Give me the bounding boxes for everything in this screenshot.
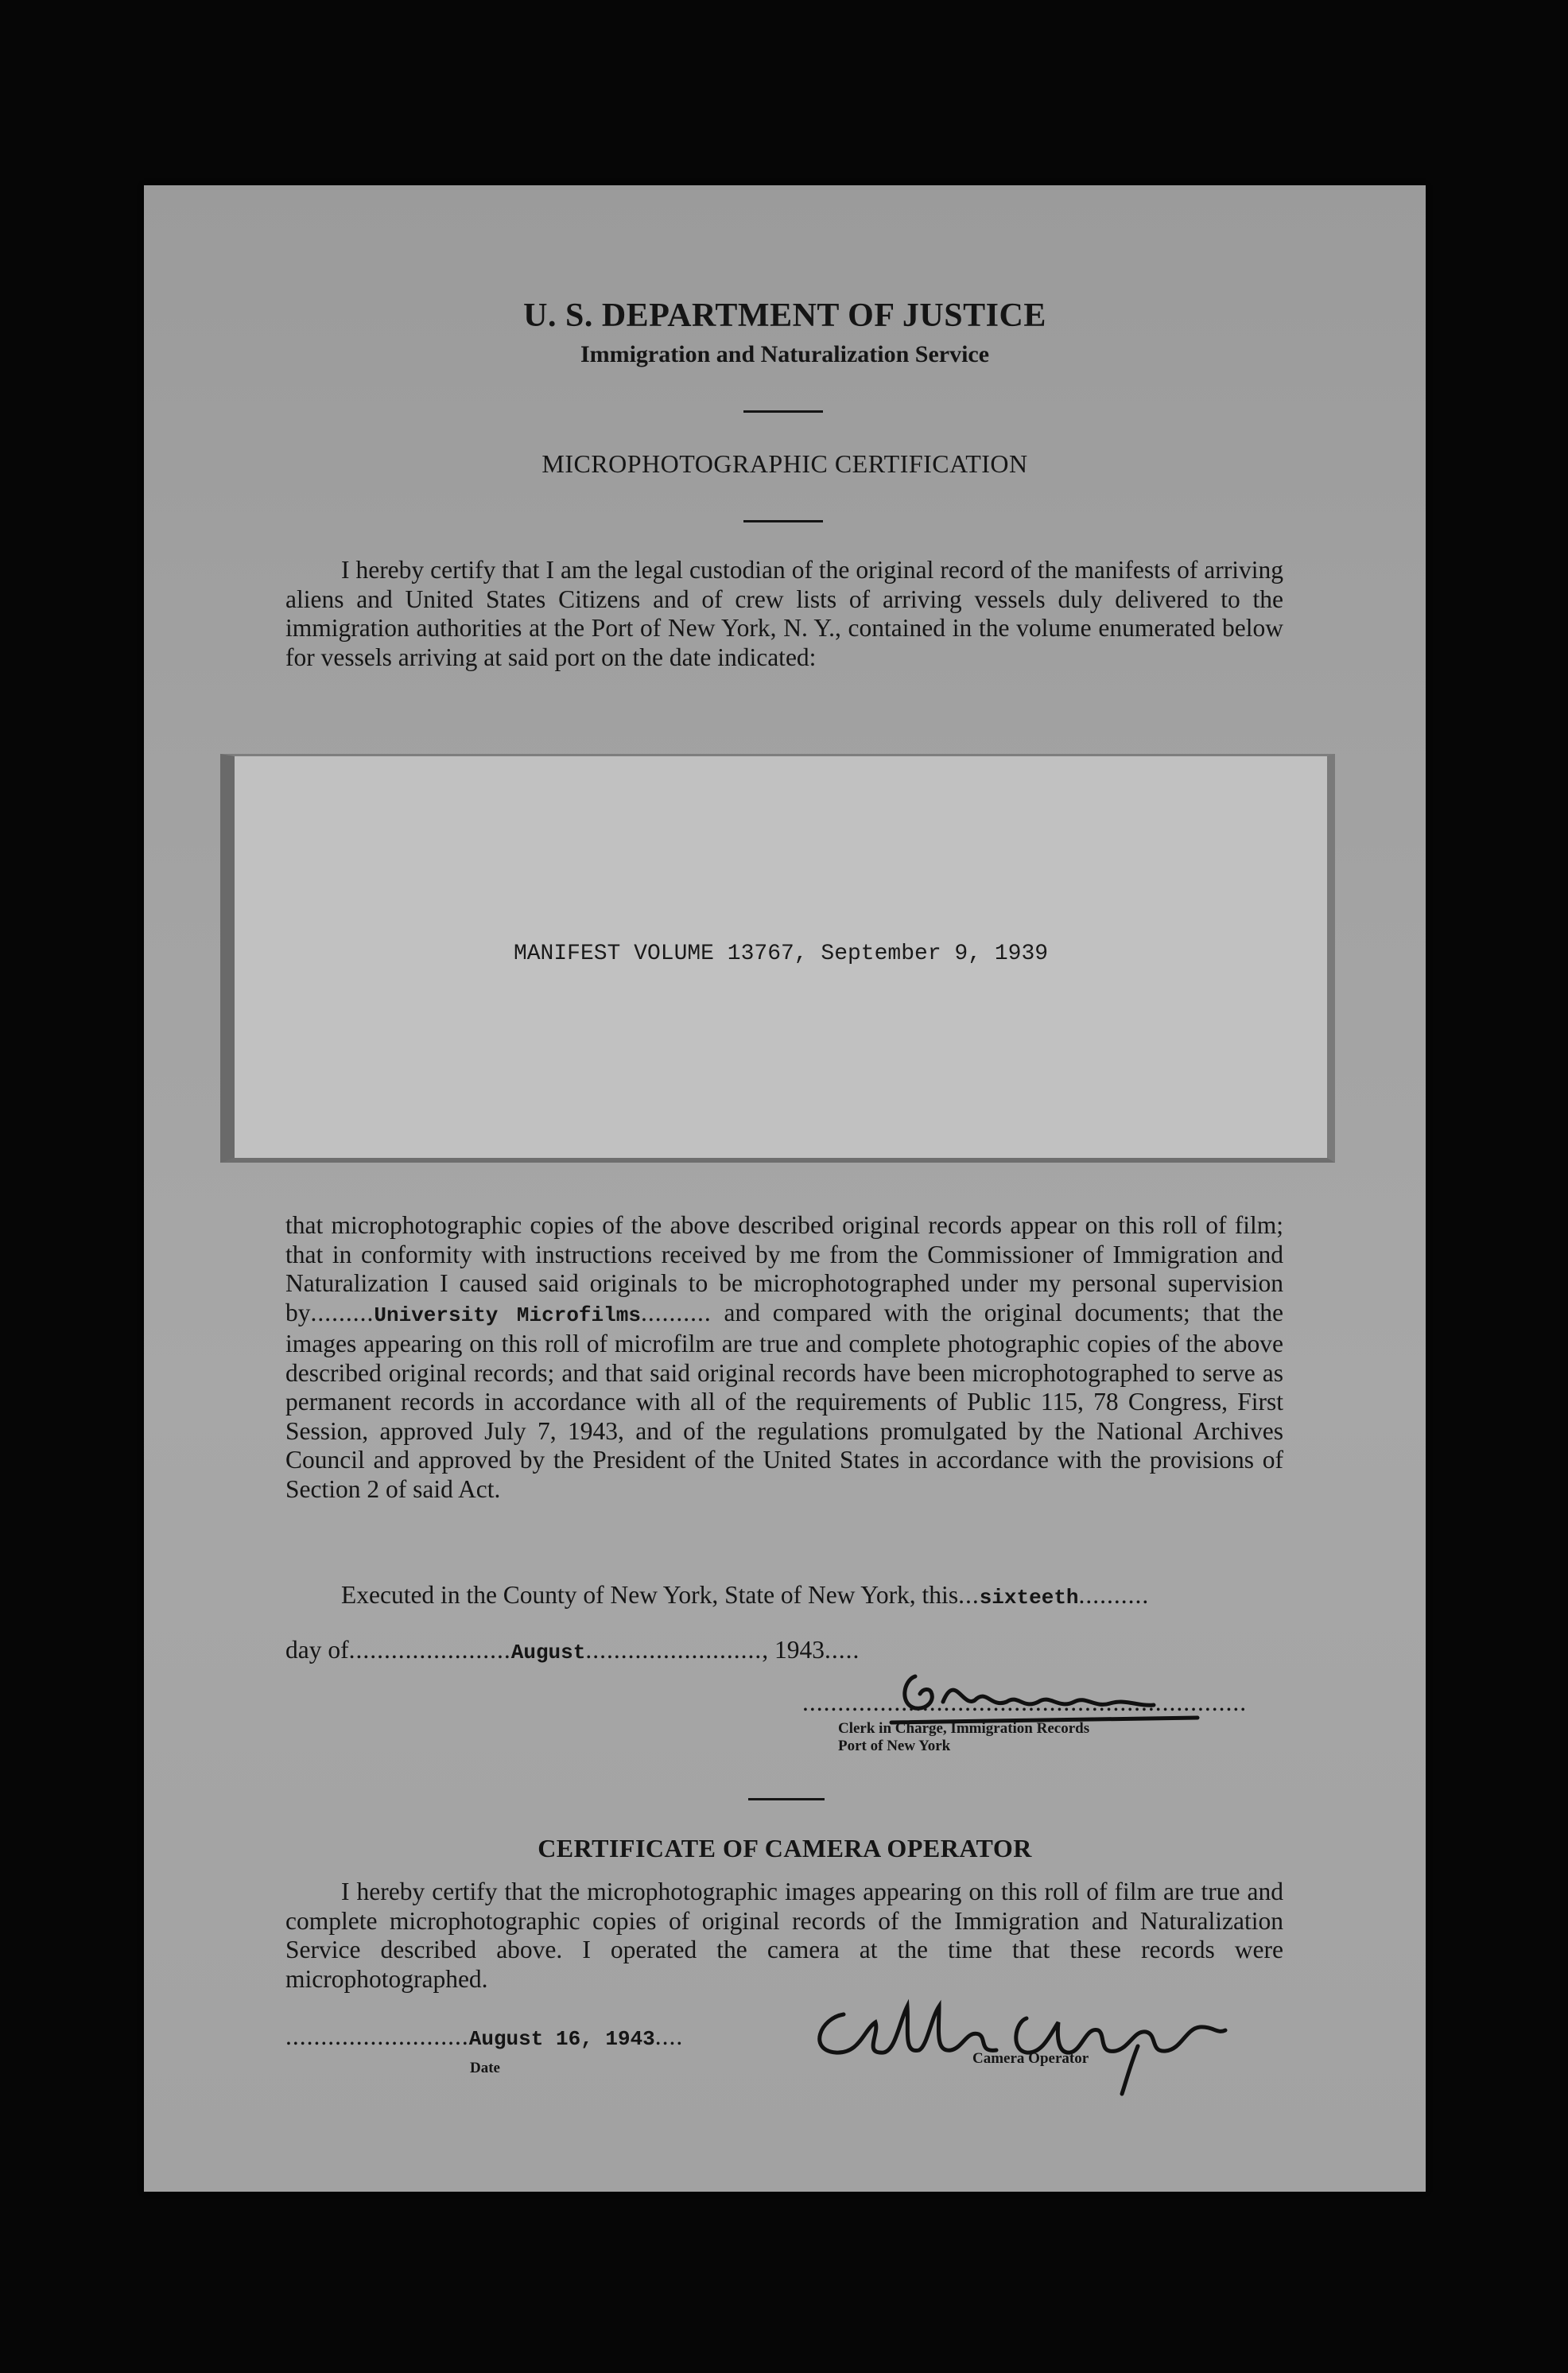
execution-line: Executed in the County of New York, State of New York, this...sixteeth.......... (341, 1581, 1150, 1610)
divider (743, 410, 823, 413)
department-heading: U. S. DEPARTMENT OF JUSTICE (523, 297, 1046, 334)
certification-title: MICROPHOTOGRAPHIC CERTIFICATION (541, 449, 1028, 478)
body-text-1: that microphotographic copies of the above described original records appear on this roll of film; that in conformity with instructions received by me from the Commissioner of Immigration and Naturalization I caused said originals to be microphotographed under my personal supervision by (285, 1211, 1283, 1326)
execution-month: August (510, 1641, 586, 1664)
date-label: Date (470, 2060, 500, 2076)
camera-operator-heading: CERTIFICATE OF CAMERA OPERATOR (538, 1834, 1032, 1862)
manifest-volume-text: MANIFEST VOLUME 13767, September 9, 1939 (513, 942, 1049, 966)
execution-year-prefix: , 194 (762, 1636, 813, 1664)
filmed-by-value: University Microfilms (374, 1303, 641, 1327)
execution-day: sixteeth (979, 1586, 1079, 1610)
date-line: day of.......................August........................., 1943..... (285, 1636, 860, 1664)
manifest-card (220, 754, 1335, 1163)
divider (743, 520, 823, 522)
clerk-title-line1: Clerk in Charge, Immigration Records (838, 1720, 1090, 1737)
clerk-title (838, 1720, 1089, 1755)
camera-text: I hereby certify that the microphotographic images appearing on this roll of film are true and complete microphotographic copies of original records of the Immigration and Naturalization Service described above. I operated the camera at the time that these records were microphotographed. (285, 1878, 1283, 1993)
day-of-label: day of (285, 1636, 349, 1664)
clerk-title-line2: Port of New York (838, 1738, 951, 1754)
body-text-2: and compared with the original documents; that the images appearing on this roll of microfilm are true and complete photographic copies of the above described original records; and that said original records have been microphotographed to serve as permanent records in accordance with all of the requirements of Public 115, 78 Congress, First Session, approved July 7, 1943, and of the regulations promulgated by the National Archives Council and approved by the President of the United States in accordance with the provisions of Section 2 of said Act. (285, 1298, 1283, 1503)
execution-year-suffix: 3 (812, 1636, 825, 1664)
certificate-sheet (144, 185, 1426, 2192)
certification-body: that microphotographic copies of the above described original records appear on this roll of film; that in conformity with instructions received by me from the Commissioner of Immigration and Naturalization I caused said originals to be microphotographed under my personal supervision by.........University Microfilms.......... and compared with the original documents; that the images appearing on this roll of microfilm are true and complete photographic copies of the above described original records; and that said original records have been microphotographed to serve as permanent records in accordance with all of the requirements of Public 115, 78 Congress, First Session, approved July 7, 1943, and of the regulations promulgated by the National Archives Council and approved by the President of the United States in accordance with the provisions of Section 2 of said Act. (285, 1211, 1283, 1503)
camera-date-line: ..........................August 16, 1943.... (285, 2022, 684, 2051)
service-subheading: Immigration and Naturalization Service (580, 341, 990, 367)
clerk-signature-line: ............................................................... (802, 1688, 1248, 1716)
camera-operator-signature (788, 1975, 1233, 2102)
camera-date: August 16, 1943 (468, 2027, 655, 2051)
divider (748, 1798, 825, 1800)
execution-text: Executed in the County of New York, State of New York, this (341, 1581, 959, 1609)
intro-paragraph (285, 556, 1283, 672)
camera-operator-label: Camera Operator (972, 2050, 1089, 2067)
intro-text: I hereby certify that I am the legal custodian of the original record of the manifests of arriving aliens and United States Citizens and of crew lists of arriving vessels duly delivered to the immigration authorities at the Port of New York, N. Y., contained in the volume enumerated below for vessels arriving at said port on the date indicated: (285, 556, 1283, 671)
